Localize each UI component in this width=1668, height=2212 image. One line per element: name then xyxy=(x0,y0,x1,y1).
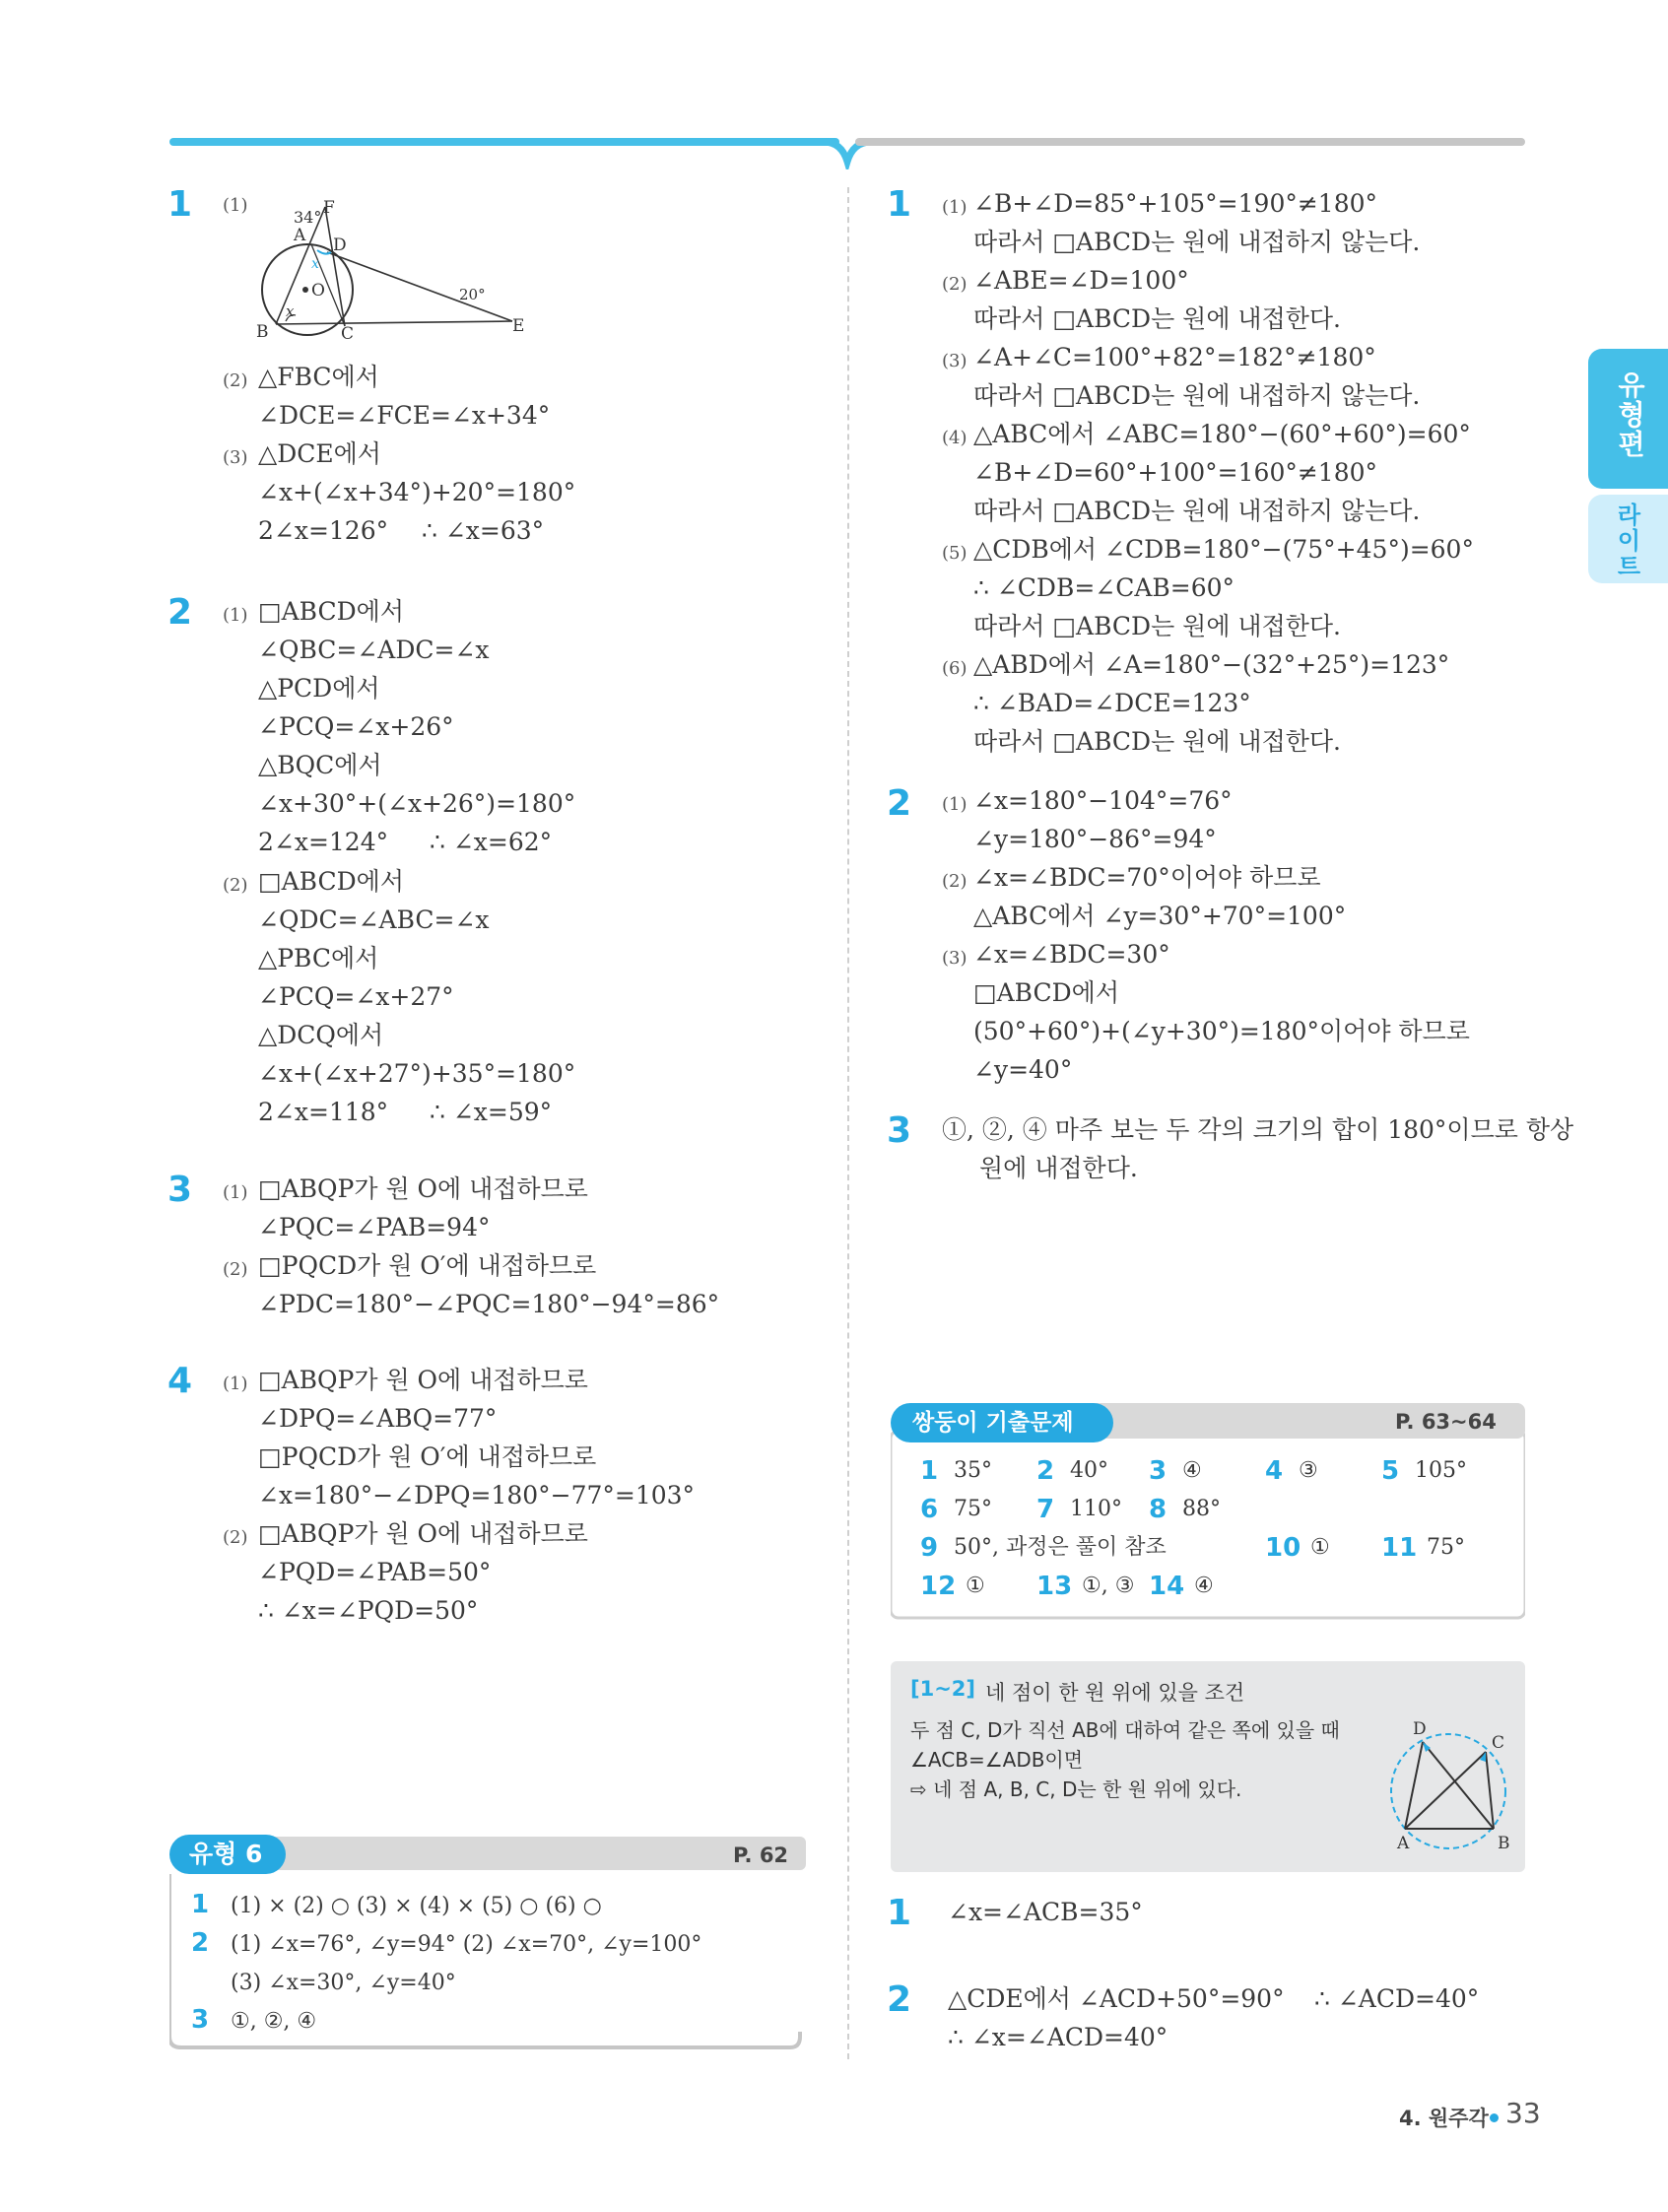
header-bar-left xyxy=(169,138,839,146)
twin-answer-value: 75° xyxy=(1427,1535,1465,1560)
column-divider xyxy=(847,187,849,2059)
solution-line: ∠ABE=∠D=100° xyxy=(973,266,1189,295)
solution-line: 원에 내접한다. xyxy=(979,1154,1138,1182)
sub-label: (3) xyxy=(942,351,967,371)
sub-label: (1) xyxy=(223,1182,248,1203)
twin-answer-value: 110° xyxy=(1070,1497,1122,1521)
solution-line: ∠y=180°−86°=94° xyxy=(973,825,1217,853)
solution-line: 따라서 □ABCD는 원에 내접한다. xyxy=(973,727,1341,756)
concept-note-box xyxy=(891,1661,1525,1872)
twin-answer-value: ③ xyxy=(1299,1458,1318,1483)
note-line: ∠ACB=∠ADB이면 xyxy=(910,1748,1084,1772)
solution-line: ∠B+∠D=85°+105°=190°≠180° xyxy=(973,189,1378,218)
twin-answer-number: 1 xyxy=(920,1456,939,1486)
solution-line: 2∠x=118° xyxy=(258,1098,389,1126)
four-points-circle-figure xyxy=(1383,1705,1517,1866)
solution-line: △FBC에서 xyxy=(258,363,379,391)
twin-answer-number: 8 xyxy=(1149,1495,1168,1524)
solution-line: ∠PCQ=∠x+27° xyxy=(258,982,454,1011)
twin-page-ref: P. 63~64 xyxy=(1395,1410,1497,1434)
solution-line: △ABD에서 ∠A=180°−(32°+25°)=123° xyxy=(973,650,1450,679)
solution-line: ∠DCE=∠FCE=∠x+34° xyxy=(258,401,551,430)
twin-answer-number: 5 xyxy=(1381,1456,1400,1486)
solution-line: □PQCD가 원 O′에 내접하므로 xyxy=(258,1251,597,1280)
fig-point-D: D xyxy=(1413,1719,1427,1739)
sub-label: (1) xyxy=(942,794,967,815)
solution-line: 2∠x=126° xyxy=(258,516,389,545)
sub-label: (2) xyxy=(223,875,248,896)
point-E: E xyxy=(512,316,525,336)
twin-answer-number: 12 xyxy=(920,1572,957,1601)
solution-line: ∴ ∠x=62° xyxy=(430,828,553,856)
twin-answer-value: ① xyxy=(966,1574,985,1598)
twin-answer-value: ④ xyxy=(1182,1458,1202,1483)
solution-line: ∠B+∠D=60°+100°=160°≠180° xyxy=(973,458,1378,487)
fig-point-A: A xyxy=(1397,1834,1410,1853)
problem-number: 3 xyxy=(167,1170,193,1210)
solution-line: ∠x=∠BDC=30° xyxy=(973,940,1170,969)
twin-answer-number: 7 xyxy=(1036,1495,1055,1524)
sub-label: (2) xyxy=(223,1259,248,1280)
solution-line: △PBC에서 xyxy=(258,944,379,972)
solution-line: ∠PQD=∠PAB=50° xyxy=(258,1558,492,1586)
sub-label: (4) xyxy=(942,428,967,448)
side-tab-light-label: 라이트 xyxy=(1613,503,1640,579)
sub-label: (1) xyxy=(223,1374,248,1394)
footer-dot xyxy=(1490,2113,1499,2122)
fig-point-C: C xyxy=(1492,1733,1505,1753)
twin-answer-number: 6 xyxy=(920,1495,939,1524)
note-title: 네 점이 한 원 위에 있을 조건 xyxy=(985,1681,1245,1705)
solution-line: ∠A+∠C=100°+82°=182°≠180° xyxy=(973,343,1376,371)
answer-text: (1) × (2) ○ (3) × (4) × (5) ○ (6) ○ xyxy=(231,1894,602,1918)
solution-line: ∠x=∠ACB=35° xyxy=(948,1898,1143,1926)
sub-label: (2) xyxy=(223,1527,248,1548)
twin-answer-value: 105° xyxy=(1415,1458,1467,1483)
solution-line: 따라서 □ABCD는 원에 내접하지 않는다. xyxy=(973,497,1421,525)
type6-page-ref: P. 62 xyxy=(733,1843,789,1867)
solution-line: (50°+60°)+(∠y+30°)=180°이어야 하므로 xyxy=(973,1017,1470,1045)
twin-exam-box xyxy=(891,1403,1525,1620)
side-tab-type xyxy=(1588,349,1668,489)
solution-line: △ABC에서 ∠ABC=180°−(60°+60°)=60° xyxy=(973,420,1471,448)
solution-line: △CDB에서 ∠CDB=180°−(75°+45°)=60° xyxy=(973,535,1474,564)
twin-answer-number: 10 xyxy=(1265,1533,1301,1563)
twin-answer-value: 88° xyxy=(1182,1497,1221,1521)
problem-number: 3 xyxy=(887,1110,912,1151)
sub-label: (6) xyxy=(942,658,967,679)
solution-line: ∴ ∠ACD=40° xyxy=(1314,1984,1480,2013)
twin-answer-number: 9 xyxy=(920,1533,939,1563)
solution-line: ∠x=180°−104°=76° xyxy=(973,786,1233,815)
problem-number: 1 xyxy=(887,184,912,225)
angle-x-label-2: x xyxy=(311,256,319,272)
twin-answer-value: 40° xyxy=(1070,1458,1108,1483)
twin-answer-number: 11 xyxy=(1381,1533,1418,1563)
solution-line: ∠PDC=180°−∠PQC=180°−94°=86° xyxy=(258,1290,720,1318)
point-C: C xyxy=(341,324,355,341)
problem-number: 2 xyxy=(167,592,193,633)
solution-line: ∠PQC=∠PAB=94° xyxy=(258,1213,491,1241)
angle-34-label: 34° xyxy=(294,208,322,227)
sub-label: (1) xyxy=(942,197,967,218)
twin-answer-value: 75° xyxy=(954,1497,992,1521)
answer-number: 1 xyxy=(191,1890,210,1919)
sub-label: (3) xyxy=(942,948,967,969)
twin-answer-number: 14 xyxy=(1149,1572,1185,1601)
solution-line: ∠x+(∠x+34°)+20°=180° xyxy=(258,478,576,506)
solution-line: △CDE에서 ∠ACD+50°=90° xyxy=(948,1984,1285,2013)
twin-answer-value: 35° xyxy=(954,1458,992,1483)
solution-line: ∠DPQ=∠ABQ=77° xyxy=(258,1404,498,1433)
solution-line: △BQC에서 xyxy=(258,751,382,779)
solution-line: ∠x+30°+(∠x+26°)=180° xyxy=(258,789,576,818)
sub-label: (1) xyxy=(223,195,248,216)
page-number: 33 xyxy=(1505,2097,1541,2129)
problem-number: 2 xyxy=(887,1979,912,2020)
solution-line: ∴ ∠BAD=∠DCE=123° xyxy=(973,689,1251,717)
twin-title: 쌍둥이 기출문제 xyxy=(912,1410,1074,1436)
solution-line: △DCE에서 xyxy=(258,439,381,468)
footer-chapter: 4. 원주각 xyxy=(1399,2107,1489,2130)
answer-text: (3) ∠x=30°, ∠y=40° xyxy=(231,1971,456,1995)
solution-line: ∴ ∠x=59° xyxy=(430,1098,553,1126)
solution-line: □ABCD에서 xyxy=(258,867,404,896)
point-F: F xyxy=(323,198,335,218)
type6-title: 유형 6 xyxy=(189,1840,263,1868)
problem-number: 1 xyxy=(167,184,193,225)
problem-number: 2 xyxy=(887,783,912,824)
twin-answer-number: 3 xyxy=(1149,1456,1168,1486)
twin-answer-number: 13 xyxy=(1036,1572,1073,1601)
solution-line: □ABQP가 원 O에 내접하므로 xyxy=(258,1366,588,1394)
solution-line: □ABCD에서 xyxy=(258,597,404,626)
solution-line: ∠QDC=∠ABC=∠x xyxy=(258,905,490,934)
solution-line: ∴ ∠CDB=∠CAB=60° xyxy=(973,573,1235,602)
solution-line: ∠y=40° xyxy=(973,1055,1073,1084)
twin-answer-value: ① xyxy=(1310,1535,1330,1560)
angle-20-label: 20° xyxy=(459,286,486,303)
solution-line: ∠QBC=∠ADC=∠x xyxy=(258,636,490,664)
solution-line: □ABCD에서 xyxy=(973,978,1119,1007)
solution-line: △PCD에서 xyxy=(258,674,380,703)
fig-point-B: B xyxy=(1498,1834,1510,1853)
point-D: D xyxy=(333,235,347,255)
answer-number: 3 xyxy=(191,2005,210,2035)
type6-answer-box xyxy=(169,1835,806,2055)
answer-number: 2 xyxy=(191,1928,210,1958)
sub-label: (5) xyxy=(942,543,967,564)
point-A: A xyxy=(294,226,306,245)
point-O: O xyxy=(311,281,325,301)
answer-text: (1) ∠x=76°, ∠y=94° (2) ∠x=70°, ∠y=100° xyxy=(231,1932,702,1957)
twin-answer-value: ④ xyxy=(1194,1574,1214,1598)
solution-line: □PQCD가 원 O′에 내접하므로 xyxy=(258,1442,597,1471)
sub-label: (1) xyxy=(223,605,248,626)
solution-line: ∠x=180°−∠DPQ=180°−77°=103° xyxy=(258,1481,696,1509)
circle-tangent-figure xyxy=(246,193,532,341)
twin-answer-value: ①, ③ xyxy=(1082,1574,1135,1598)
side-tab-light xyxy=(1588,495,1668,583)
twin-answer-value: 50°, 과정은 풀이 참조 xyxy=(954,1535,1167,1560)
solution-line: ∠x=∠BDC=70°이어야 하므로 xyxy=(973,863,1321,892)
sub-label: (2) xyxy=(942,871,967,892)
angle-x-label: x xyxy=(286,302,295,320)
solution-line: □ABQP가 원 O에 내접하므로 xyxy=(258,1174,588,1203)
point-B: B xyxy=(256,322,269,341)
solution-line: ∴ ∠x=∠PQD=50° xyxy=(258,1596,479,1625)
note-line: 두 점 C, D가 직선 AB에 대하여 같은 쪽에 있을 때 xyxy=(910,1718,1340,1742)
side-tab-type-label: 유형편 xyxy=(1614,370,1646,459)
solution-line: 따라서 □ABCD는 원에 내접하지 않는다. xyxy=(973,381,1421,410)
note-tag: [1~2] xyxy=(910,1677,976,1701)
solution-line: △DCQ에서 xyxy=(258,1021,384,1049)
header-bar-right xyxy=(855,138,1525,146)
problem-number: 4 xyxy=(167,1361,193,1401)
problem-number: 1 xyxy=(887,1893,912,1933)
answer-text: ①, ②, ④ xyxy=(231,2009,317,2034)
note-line: ⇨ 네 점 A, B, C, D는 한 원 위에 있다. xyxy=(910,1777,1242,1801)
solution-line: ①, ②, ④ 마주 보는 두 각의 크기의 합이 180°이므로 항상 xyxy=(942,1115,1574,1144)
solution-line: 따라서 □ABCD는 원에 내접한다. xyxy=(973,304,1341,333)
sub-label: (3) xyxy=(223,447,248,468)
solution-line: □ABQP가 원 O에 내접하므로 xyxy=(258,1519,588,1548)
solution-line: 따라서 □ABCD는 원에 내접하지 않는다. xyxy=(973,228,1421,256)
solution-line: ∠PCQ=∠x+26° xyxy=(258,712,454,741)
solution-line: 따라서 □ABCD는 원에 내접한다. xyxy=(973,612,1341,640)
solution-line: ∴ ∠x=∠ACD=40° xyxy=(948,2023,1168,2051)
solution-line: △ABC에서 ∠y=30°+70°=100° xyxy=(973,902,1347,930)
twin-answer-number: 4 xyxy=(1265,1456,1284,1486)
sub-label: (2) xyxy=(942,274,967,295)
sub-label: (2) xyxy=(223,370,248,391)
twin-answer-number: 2 xyxy=(1036,1456,1055,1486)
solution-line: ∠x+(∠x+27°)+35°=180° xyxy=(258,1059,576,1088)
solution-line: 2∠x=124° xyxy=(258,828,389,856)
solution-line: ∴ ∠x=63° xyxy=(422,516,545,545)
